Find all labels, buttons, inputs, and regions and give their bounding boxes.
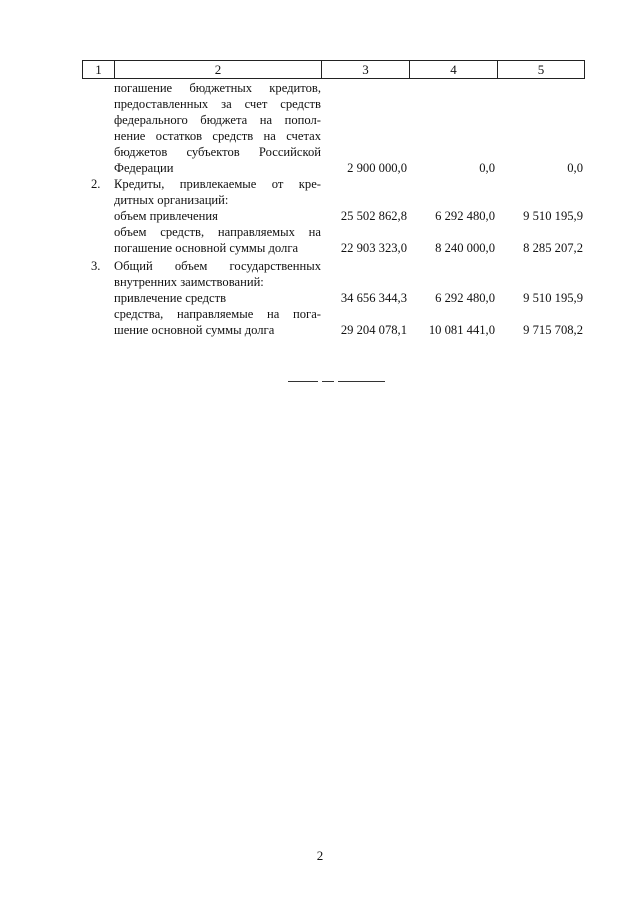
value-col-4: 8 240 000,0 [435,241,495,255]
column-header-5: 5 [498,61,585,79]
row-description-line: объем привлечения [114,209,218,223]
value-col-4: 0,0 [479,161,495,175]
row-description-line: внутренних заимствований: [114,275,264,289]
row-description-line: привлечение средств [114,291,227,305]
value-col-3: 25 502 862,8 [340,209,407,223]
end-separator-line [338,381,385,382]
row-description-line: нение остатков средств на счетах [114,129,321,143]
row-description-line: федерального бюджета на попол- [114,113,321,127]
value-col-3: 29 204 078,1 [340,323,407,337]
row-number: 2. [91,177,101,191]
row-description-line: погашение основной суммы долга [114,241,299,255]
row-description-line: объем средств, направляемых на [114,225,321,239]
row-description-line: Федерации [114,161,174,175]
row-description-line: бюджетов субъектов Российской [114,145,321,159]
row-description-line: средства, направляемые на пога- [114,307,321,321]
row-description-line: погашение бюджетных кредитов, [114,81,321,95]
column-header-1: 1 [83,61,115,79]
page-number: 2 [316,848,324,863]
value-col-5: 9 510 195,9 [523,291,583,305]
end-separator-line [322,381,334,382]
value-col-5: 8 285 207,2 [523,241,583,255]
value-col-4: 10 081 441,0 [428,323,495,337]
row-description-line: Кредиты, привлекаемые от кре- [114,177,321,191]
column-header-3: 3 [322,61,410,79]
row-description-line: предоставленных за счет средств [114,97,321,111]
value-col-3: 34 656 344,3 [340,291,407,305]
end-separator-line [288,381,318,382]
value-col-4: 6 292 480,0 [435,209,495,223]
value-col-5: 9 510 195,9 [523,209,583,223]
value-col-5: 9 715 708,2 [523,323,583,337]
row-number: 3. [91,259,101,273]
value-col-3: 2 900 000,0 [347,161,407,175]
value-col-5: 0,0 [567,161,583,175]
row-description-line: шение основной суммы долга [114,323,275,337]
value-col-3: 22 903 323,0 [340,241,407,255]
value-col-4: 6 292 480,0 [435,291,495,305]
column-header-2: 2 [115,61,322,79]
column-header-row [82,60,585,79]
row-description-line: дитных организаций: [114,193,229,207]
column-header-4: 4 [410,61,498,79]
row-description-line: Общий объем государственных [114,259,321,273]
